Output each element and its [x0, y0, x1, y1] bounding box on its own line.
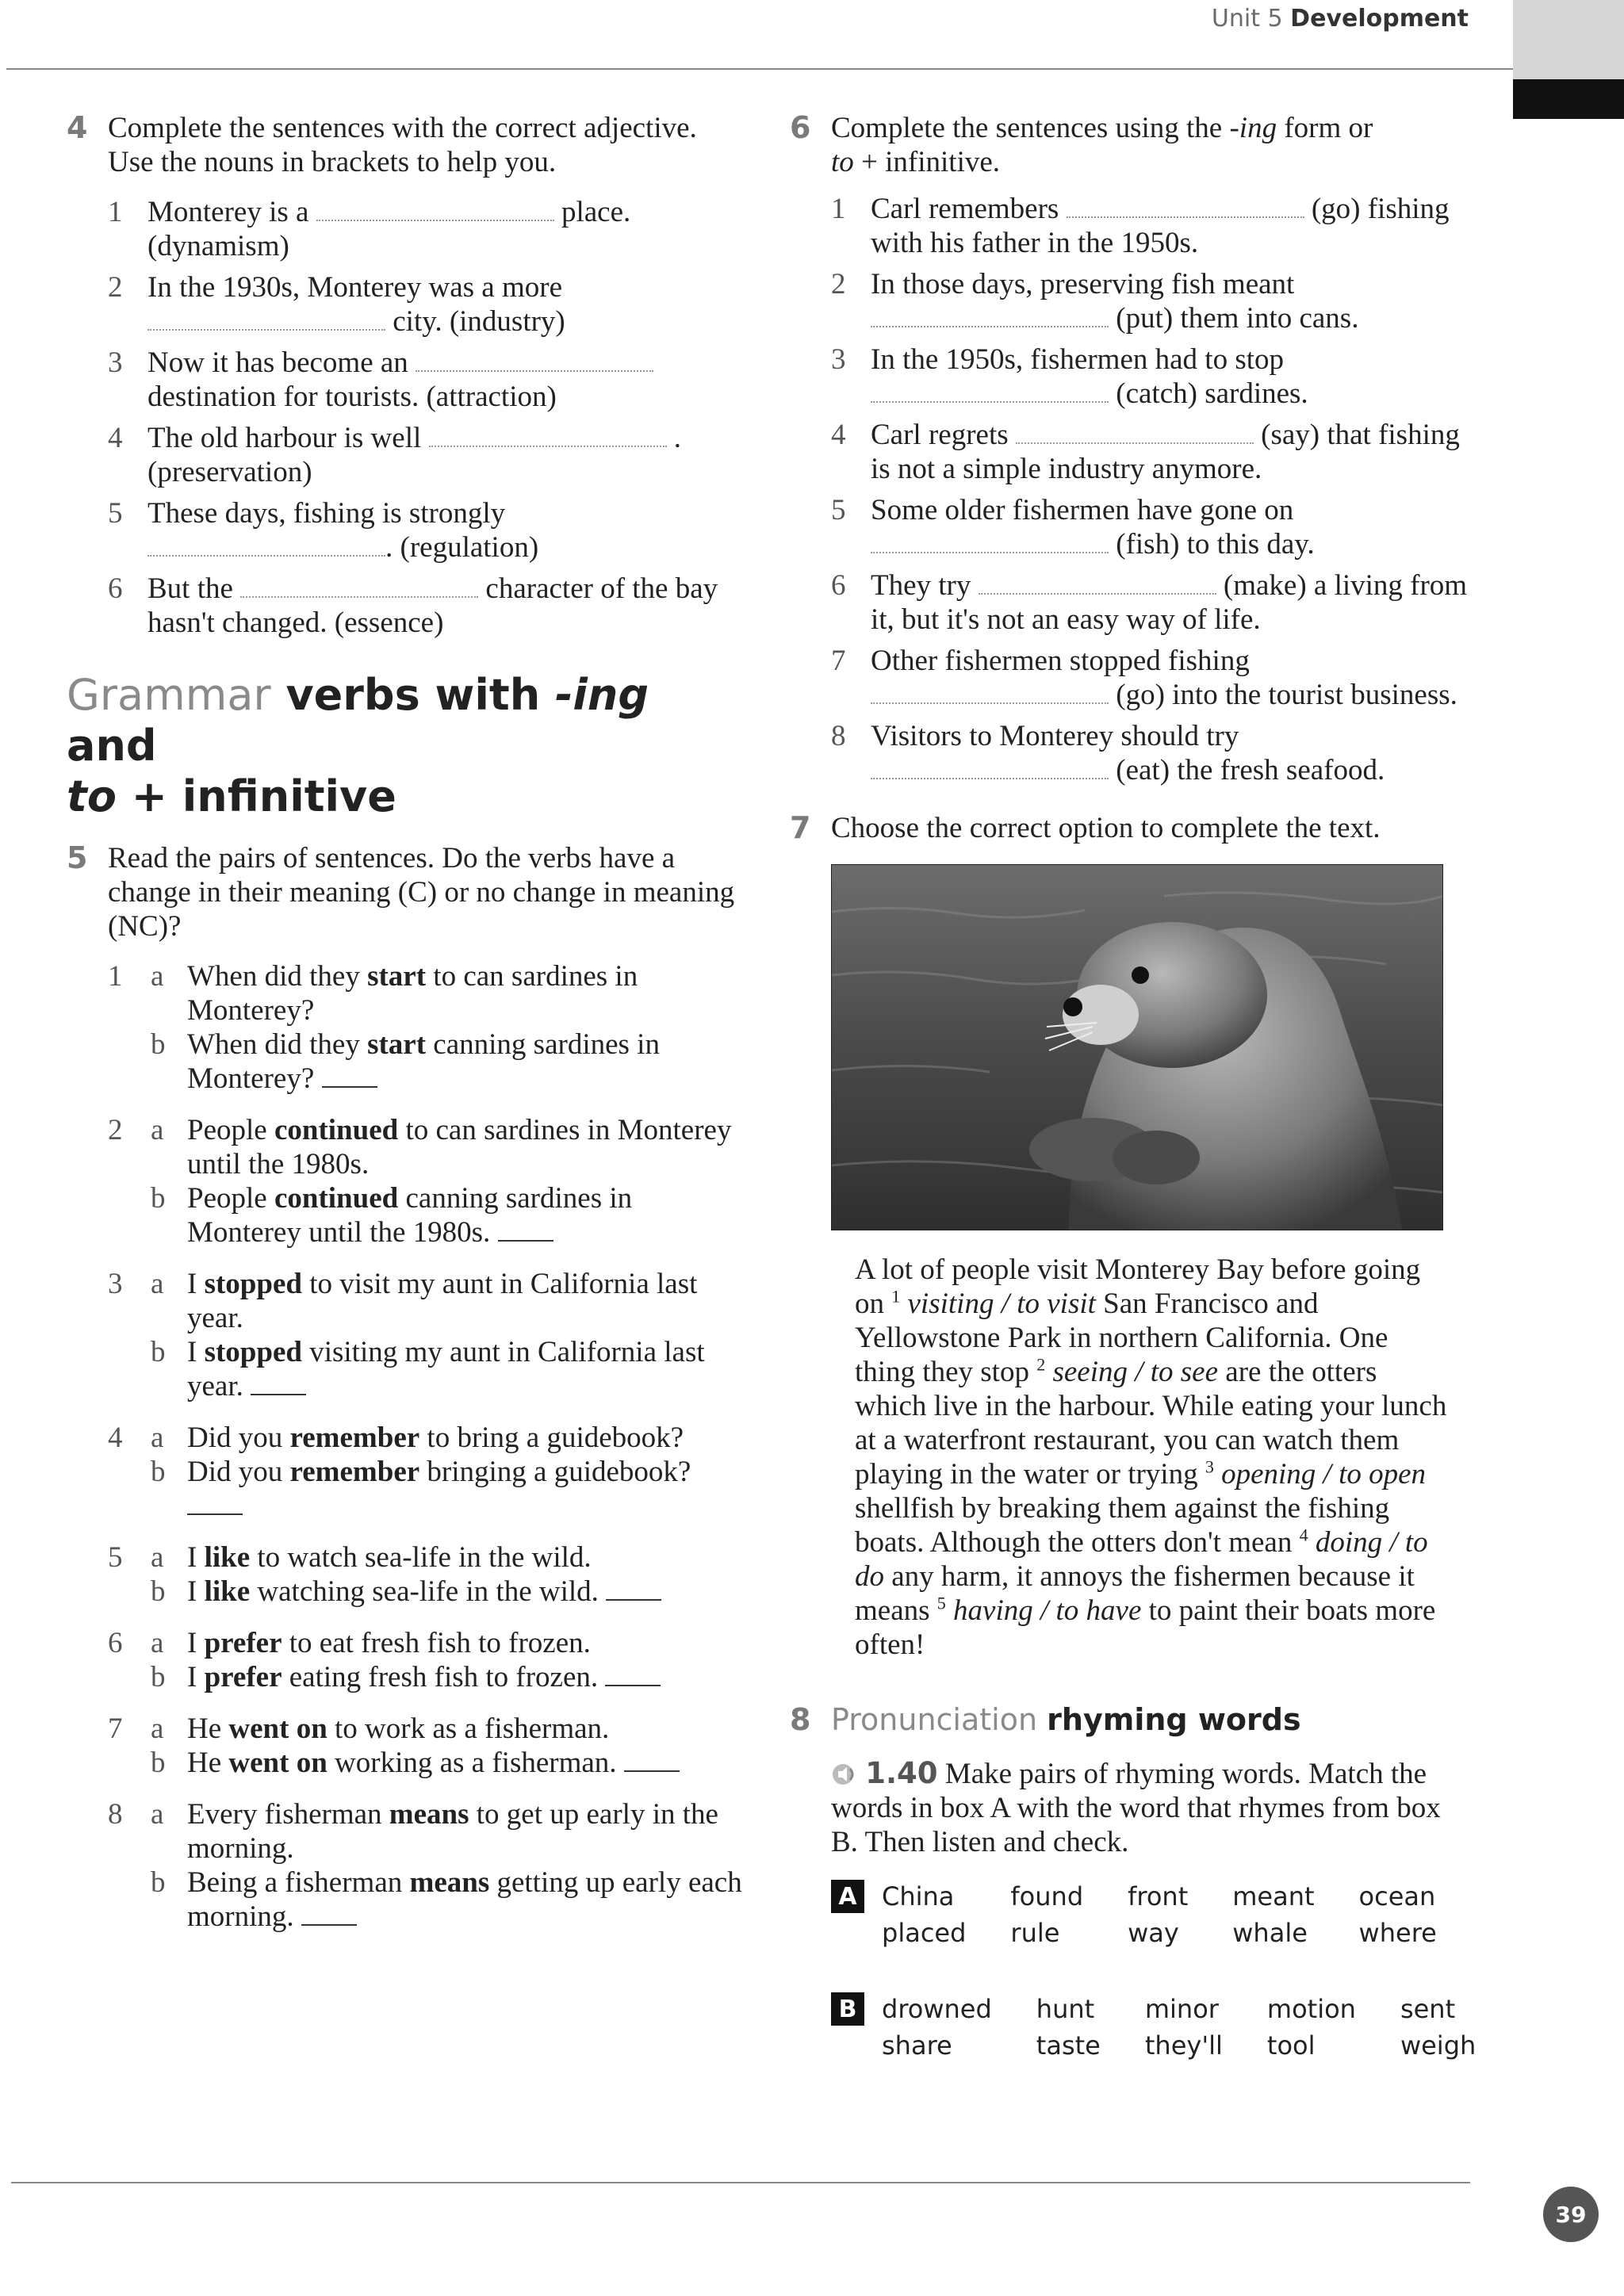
sentence-text: to bring a guidebook?: [427, 1422, 684, 1454]
answer-blank[interactable]: [147, 531, 385, 557]
pronunciation-title: rhyming words: [1047, 1702, 1301, 1737]
verb-bold: continued: [274, 1114, 399, 1146]
list-item: [831, 568, 1472, 637]
item-number: 2: [108, 271, 123, 304]
exercise-instruction: [831, 1756, 1472, 1859]
rhyme-word: they'll: [1144, 2030, 1223, 2061]
exercise-number: 4: [67, 110, 88, 145]
box-letter: B: [831, 1992, 864, 2026]
word-grid-b: [882, 1992, 1477, 2062]
grammar-title-part: -ing: [554, 670, 649, 720]
item-text: (fish) to this day.: [1116, 528, 1315, 561]
item-number: 1: [831, 193, 846, 225]
item-text: .: [673, 422, 681, 454]
rhyme-word: where: [1358, 1918, 1437, 1948]
exercise-5: [67, 841, 749, 1934]
item-text: city. (industry): [393, 305, 565, 338]
text-span: San Francisco and Yellowstone Park in northern California. One thing they stop: [855, 1288, 1388, 1388]
list-item: [108, 421, 749, 489]
grammar-title-part: and: [67, 721, 157, 771]
list-item: [108, 346, 749, 414]
list-item: [108, 496, 749, 564]
answer-blank[interactable]: [498, 1219, 553, 1242]
sentence-text: to can sardines in Monterey?: [187, 960, 638, 1027]
text-span: are the otters which live in the harbour. While eating your lunch at a waterfront restaurant, you can watch them playing in the water or trying: [855, 1356, 1447, 1490]
item-number: 3: [108, 346, 123, 379]
list-item: [831, 719, 1472, 787]
item-text: Carl regrets: [871, 419, 1009, 451]
item-hint: (preservation): [147, 456, 312, 488]
word-box-b: [831, 1992, 1477, 2062]
sentence-text: to visit my aunt in California last year.: [187, 1268, 698, 1334]
exercise-instruction: Complete the sentences with the correct adjective. Use the nouns in brackets to help you.: [108, 112, 697, 178]
sentence-b: [151, 1866, 749, 1934]
instruction-text: Complete the sentences using the: [831, 112, 1223, 144]
answer-blank[interactable]: [316, 196, 554, 221]
sentence-letter: b: [151, 1866, 166, 1899]
sentence-b: [151, 1660, 749, 1694]
list-item: [831, 493, 1472, 561]
item-number: 4: [108, 422, 123, 454]
sentence-pair: [108, 1797, 749, 1934]
left-column: [67, 111, 749, 1951]
pair-number: 3: [108, 1268, 123, 1300]
item-text: But the: [147, 572, 233, 605]
sentence-pairs: [108, 959, 749, 1934]
sentence-a: [151, 1797, 749, 1866]
grammar-title-part: + infinitive: [131, 771, 396, 821]
item-text: place.: [561, 196, 631, 228]
answer-blank[interactable]: [871, 754, 1109, 779]
sentence-b: [151, 1575, 749, 1609]
sentence-a: [151, 1540, 749, 1575]
item-text: These days, fishing is strongly: [147, 497, 506, 530]
rhyme-word: motion: [1266, 1994, 1356, 2024]
answer-blank[interactable]: [871, 679, 1109, 704]
pair-number: 5: [108, 1541, 123, 1574]
sentence-pair: [108, 1626, 749, 1694]
grammar-title-part: verbs with: [285, 670, 541, 720]
sentence-letter: a: [151, 1627, 164, 1659]
pair-number: 1: [108, 960, 123, 993]
sentence-text: Did you: [187, 1422, 283, 1454]
verb-bold: stopped: [204, 1336, 302, 1368]
item-text: (go) fishing with his father in the 1950s.: [871, 193, 1450, 259]
list-item: [108, 572, 749, 640]
verb-bold: went on: [228, 1747, 327, 1779]
gap-number: 4: [1299, 1525, 1308, 1545]
verb-bold: remember: [289, 1456, 420, 1488]
rhyme-word: hunt: [1036, 1994, 1095, 2024]
item-text: (go) into the tourist business.: [1116, 679, 1457, 711]
answer-blank[interactable]: [605, 1664, 661, 1686]
verb-bold: like: [204, 1541, 251, 1574]
item-text: Other fishermen stopped fishing: [871, 645, 1250, 677]
sentence-text: to watch sea-life in the wild.: [257, 1541, 592, 1574]
exercise-instruction: Read the pairs of sentences. Do the verbs have a change in their meaning (C) or no change in meaning (NC)?: [108, 842, 735, 943]
verb-bold: start: [367, 1028, 427, 1061]
rhyme-word: weigh: [1400, 2030, 1477, 2061]
sentence-text: watching sea-life in the wild.: [257, 1575, 599, 1608]
sentence-a: [151, 1267, 749, 1335]
sentence-b: [151, 1746, 749, 1780]
item-text: (make) a living from it, but it's not an easy way of life.: [871, 569, 1468, 636]
item-text: Now it has become an: [147, 346, 408, 379]
corner-tab-marker: [1513, 79, 1624, 119]
sentence-text: He: [187, 1747, 222, 1779]
item-number: 5: [831, 494, 846, 526]
item-text: destination for tourists. (attraction): [147, 381, 557, 413]
item-text: Some older fishermen have gone on: [871, 494, 1294, 526]
list-item: [108, 195, 749, 263]
list-item: [831, 644, 1472, 712]
sentence-letter: b: [151, 1456, 166, 1488]
verb-bold: stopped: [204, 1268, 302, 1300]
sentence-text: Every fisherman: [187, 1798, 382, 1831]
exercise-number: 6: [790, 110, 811, 145]
sentence-text: canning sardines in Monterey until the 1980s.: [187, 1182, 633, 1249]
sentence-text: People: [187, 1182, 267, 1215]
sentence-text: I: [187, 1541, 197, 1574]
answer-blank[interactable]: [871, 302, 1109, 327]
sentence-pair: [108, 1113, 749, 1249]
exercise-number: 7: [790, 810, 811, 845]
verb-bold: went on: [228, 1712, 327, 1745]
sentence-text: visiting my aunt in California last year.: [187, 1336, 705, 1402]
sentence-b: [151, 1455, 749, 1523]
answer-blank[interactable]: [979, 569, 1216, 595]
gap-number: 3: [1205, 1456, 1214, 1477]
verb-bold: means: [409, 1866, 490, 1899]
answer-blank[interactable]: [240, 572, 478, 598]
pair-number: 7: [108, 1712, 123, 1745]
rhyme-word: sent: [1400, 1994, 1456, 2024]
exercise-7: [790, 811, 1472, 845]
sentence-text: I: [187, 1336, 197, 1368]
sentence-a: [151, 1626, 749, 1660]
rhyme-word: tool: [1266, 2030, 1316, 2061]
pronunciation-label: Pronunciation: [831, 1702, 1038, 1737]
rhyme-word: placed: [882, 1918, 967, 1948]
sentence-pair: [108, 1267, 749, 1403]
verb-bold: means: [389, 1798, 469, 1831]
item-number: 7: [831, 645, 846, 677]
sentence-pair: [108, 1712, 749, 1780]
word-box-a: [831, 1880, 1472, 1950]
sentence-text: When did they: [187, 960, 360, 993]
sentence-letter: b: [151, 1661, 166, 1693]
rhyme-word: way: [1128, 1918, 1179, 1948]
item-number: 5: [108, 497, 123, 530]
item-number: 3: [831, 343, 846, 376]
option-choice[interactable]: doing / to do: [855, 1526, 1428, 1593]
sentence-text: working as a fisherman.: [335, 1747, 617, 1779]
sentence-letter: b: [151, 1028, 166, 1061]
box-letter: A: [831, 1880, 864, 1913]
sentence-letter: b: [151, 1182, 166, 1215]
rhyme-word: China: [882, 1881, 955, 1911]
rhyme-word: ocean: [1358, 1881, 1436, 1911]
exercise-number: 5: [67, 840, 88, 875]
sentence-pair: [108, 959, 749, 1096]
header-divider: [6, 68, 1513, 70]
item-text: In the 1930s, Monterey was a more: [147, 271, 563, 304]
text-span: shellfish by breaking them against the fishing boats. Although the otters don't mean: [855, 1492, 1390, 1559]
verb-bold: prefer: [204, 1627, 282, 1659]
exercise-6-items: [831, 192, 1472, 787]
sentence-text: When did they: [187, 1028, 360, 1061]
sentence-text: to get up early in the morning.: [187, 1798, 718, 1865]
sentence-text: I: [187, 1268, 197, 1300]
sea-otter-photo: [831, 864, 1443, 1230]
pair-number: 2: [108, 1114, 123, 1146]
list-item: [831, 342, 1472, 411]
unit-label: Unit 5: [1211, 5, 1283, 33]
answer-blank[interactable]: [1016, 419, 1254, 444]
sentence-text: to work as a fisherman.: [335, 1712, 610, 1745]
sentence-text: getting up early each morning.: [187, 1866, 742, 1933]
gap-number: 5: [936, 1593, 946, 1613]
sentence-a: [151, 959, 749, 1027]
item-hint: (dynamism): [147, 230, 289, 262]
rhyme-word: found: [1010, 1881, 1084, 1911]
sentence-text: I: [187, 1661, 197, 1693]
item-text: (eat) the fresh seafood.: [1116, 754, 1385, 786]
sentence-letter: a: [151, 1114, 164, 1146]
rhyme-word: meant: [1232, 1881, 1315, 1911]
sentence-text: Being a fisherman: [187, 1866, 403, 1899]
sentence-letter: a: [151, 1268, 164, 1300]
grammar-heading: [67, 670, 749, 822]
answer-blank[interactable]: [301, 1904, 357, 1926]
audio-icon[interactable]: [831, 1760, 858, 1784]
item-number: 1: [108, 196, 123, 228]
item-number: 2: [831, 268, 846, 300]
sentence-letter: b: [151, 1336, 166, 1368]
word-grid-a: [882, 1880, 1472, 1950]
list-item: [831, 192, 1472, 260]
sentence-text: He: [187, 1712, 222, 1745]
grammar-label: Grammar: [67, 670, 271, 720]
text-span: A lot of people visit Monterey Bay before going on: [855, 1253, 1421, 1320]
sentence-a: [151, 1712, 749, 1746]
item-text: In those days, preserving fish meant: [871, 268, 1295, 300]
sentence-text: to eat fresh fish to frozen.: [289, 1627, 591, 1659]
sentence-text: canning sardines in Monterey?: [187, 1028, 660, 1095]
verb-bold: start: [367, 960, 427, 993]
sentence-text: People: [187, 1114, 267, 1146]
exercise-instruction: [831, 111, 1472, 179]
verb-bold: prefer: [204, 1661, 282, 1693]
item-number: 6: [108, 572, 123, 605]
gap-number: 2: [1036, 1354, 1046, 1375]
exercise-4-items: [108, 195, 749, 640]
item-text: Carl remembers: [871, 193, 1059, 225]
sentence-text: eating fresh fish to frozen.: [289, 1661, 599, 1693]
sentence-text: to can sardines in Monterey until the 1980s.: [187, 1114, 732, 1181]
option-choice[interactable]: opening / to open: [1221, 1458, 1427, 1490]
page-number: 39: [1543, 2187, 1599, 2242]
sentence-letter: a: [151, 1798, 164, 1831]
section-title: Development: [1290, 5, 1469, 33]
sentence-text: Did you: [187, 1456, 283, 1488]
answer-blank[interactable]: [624, 1750, 680, 1772]
rhyme-word: rule: [1010, 1918, 1060, 1948]
pair-number: 4: [108, 1422, 123, 1454]
item-text: character of the bay hasn't changed. (essence): [147, 572, 718, 639]
sentence-b: [151, 1181, 749, 1249]
item-text: (catch) sardines.: [1116, 377, 1308, 410]
pair-number: 6: [108, 1627, 123, 1659]
option-choice[interactable]: visiting / to visit: [907, 1288, 1096, 1320]
verb-bold: continued: [274, 1182, 399, 1215]
option-choice[interactable]: seeing / to see: [1052, 1356, 1219, 1388]
item-text: (put) them into cans.: [1116, 302, 1359, 335]
item-number: 6: [831, 569, 846, 602]
sentence-letter: b: [151, 1747, 166, 1779]
answer-blank[interactable]: [871, 377, 1109, 403]
list-item: [831, 267, 1472, 335]
sentence-b: [151, 1027, 749, 1096]
right-column: [790, 110, 1477, 2062]
pronunciation-heading: [831, 1703, 1472, 1737]
exercise-instruction: Choose the correct option to complete the text.: [831, 812, 1381, 844]
footer-divider: [11, 2182, 1470, 2183]
answer-blank[interactable]: [187, 1493, 243, 1515]
reading-text: [831, 1253, 1472, 1662]
item-text: (say) that fishing is not a simple industry anymore.: [871, 419, 1460, 485]
item-text: . (regulation): [385, 531, 539, 564]
exercise-8: [790, 1702, 1477, 2062]
track-number: 1.40: [865, 1756, 938, 1790]
verb-bold: like: [204, 1575, 251, 1608]
otter-image: [831, 864, 1443, 1230]
answer-blank[interactable]: [147, 305, 385, 331]
sentence-pair: [108, 1421, 749, 1523]
pair-number: 8: [108, 1798, 123, 1831]
page-header: [1212, 5, 1469, 33]
sentence-b: [151, 1335, 749, 1403]
instruction-text: -ing: [1229, 112, 1277, 144]
item-number: 4: [831, 419, 846, 451]
sentence-text: I: [187, 1575, 197, 1608]
exercise-number: 8: [790, 1702, 811, 1737]
answer-blank[interactable]: [871, 528, 1109, 553]
instruction-text: Make pairs of rhyming words. Match the words in box A with the word that rhymes from box B. Then listen and check.: [831, 1758, 1441, 1858]
sentence-letter: b: [151, 1575, 166, 1608]
item-text: In the 1950s, fishermen had to stop: [871, 343, 1284, 376]
rhyme-word: minor: [1144, 1994, 1219, 2024]
instruction-text: to: [831, 146, 854, 178]
rhyme-word: share: [882, 2030, 952, 2061]
answer-blank[interactable]: [1067, 193, 1304, 218]
answer-blank[interactable]: [251, 1373, 306, 1395]
sentence-letter: a: [151, 960, 164, 993]
item-text: Visitors to Monterey should try: [871, 720, 1239, 752]
list-item: [831, 418, 1472, 486]
instruction-text: + infinitive.: [861, 146, 1001, 178]
sentence-text: I: [187, 1627, 197, 1659]
option-choice[interactable]: having / to have: [953, 1594, 1142, 1627]
answer-blank[interactable]: [416, 346, 653, 372]
sentence-letter: a: [151, 1422, 164, 1454]
rhyme-word: taste: [1036, 2030, 1101, 2061]
rhyme-word: front: [1128, 1881, 1189, 1911]
gap-number: 1: [891, 1286, 901, 1307]
answer-blank[interactable]: [606, 1578, 661, 1601]
answer-blank[interactable]: [322, 1066, 377, 1088]
item-text: Monterey is a: [147, 196, 309, 228]
sentence-a: [151, 1113, 749, 1181]
sentence-pair: [108, 1540, 749, 1609]
verb-bold: remember: [289, 1422, 420, 1454]
text-span: to paint their boats more often!: [855, 1594, 1436, 1661]
answer-blank[interactable]: [429, 422, 667, 447]
item-text: They try: [871, 569, 971, 602]
sentence-letter: a: [151, 1541, 164, 1574]
item-text: The old harbour is well: [147, 422, 422, 454]
sentence-text: bringing a guidebook?: [427, 1456, 691, 1488]
sentence-a: [151, 1421, 749, 1455]
grammar-title-part: to: [67, 771, 117, 821]
text-span: any harm, it annoys the fishermen because it means: [855, 1560, 1415, 1627]
rhyme-word: whale: [1232, 1918, 1308, 1948]
sentence-letter: a: [151, 1712, 164, 1745]
exercise-6: [790, 111, 1472, 787]
item-number: 8: [831, 720, 846, 752]
instruction-text: form or: [1284, 112, 1373, 144]
rhyme-word: drowned: [882, 1994, 992, 2024]
list-item: [108, 270, 749, 339]
exercise-4: [67, 111, 749, 640]
